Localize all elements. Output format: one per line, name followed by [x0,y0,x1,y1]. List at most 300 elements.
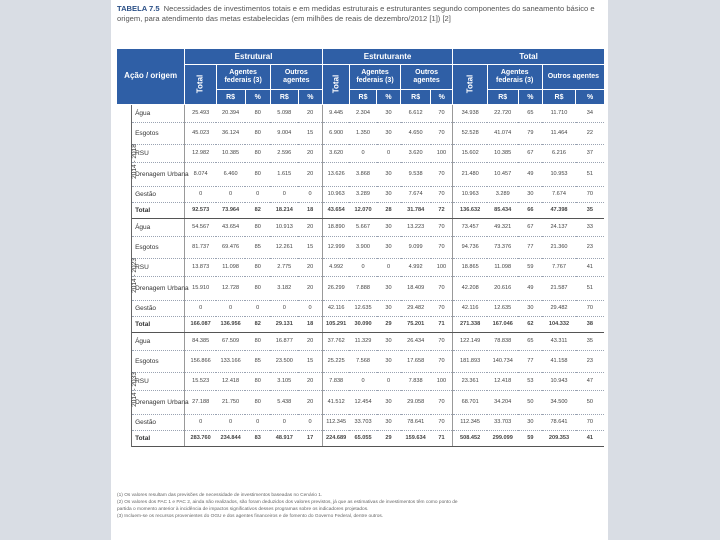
table-cell: 234.844 [216,430,245,446]
unit-pct: % [377,90,401,105]
row-category: Água [132,104,185,122]
table-cell: 13.626 [322,162,349,186]
table-cell: 9.004 [270,122,298,144]
table-cell: 17.658 [401,350,431,372]
table-cell: 100 [431,258,453,276]
table-cell: 2.304 [349,104,376,122]
table-cell: 53 [518,372,542,390]
table-total-row [117,316,604,332]
unit-rs: R$ [401,90,431,105]
table-cell: 7.888 [349,276,376,300]
table-cell: 10.963 [322,186,349,202]
table-cell: 5.098 [270,104,298,122]
header-agentes-federais: Agentes federais (3) [216,65,270,90]
table-cell: 20 [298,144,322,162]
table-cell: 41 [576,258,604,276]
table-cell: 70 [431,332,453,350]
unit-pct: % [298,90,322,105]
table-cell: 67.509 [216,332,245,350]
table-cell: 11.098 [487,258,518,276]
footnotes [117,492,603,520]
table-cell: 65 [518,104,542,122]
table-cell: 41.074 [487,122,518,144]
table-cell: 30 [377,276,401,300]
table-cell: 33.703 [487,414,518,430]
table-cell: 0 [349,144,376,162]
header-group-estruturante: Estruturante [322,49,452,65]
footnote: (2) Os valores dos PAC 1 e PAC 2, ainda não realizados, são foram deduzidos dos valores previstos, já que as estimativas de investimentos têm como ponto de [117,500,458,505]
table-cell: 136.956 [216,316,245,332]
row-category: Esgotos [132,236,185,258]
table-cell: 30 [377,332,401,350]
table-cell: 12.999 [322,236,349,258]
table-cell: 6.612 [401,104,431,122]
table-cell: 70 [431,236,453,258]
table-cell: 3.868 [349,162,376,186]
table-cell: 20 [298,390,322,414]
table-cell: 47.398 [542,202,575,218]
table-cell: 0 [245,414,270,430]
table-cell: 1.350 [349,122,376,144]
table-cell: 78.641 [401,414,431,430]
table-cell: 12.418 [216,372,245,390]
table-cell: 7.838 [401,372,431,390]
table-cell: 35 [576,332,604,350]
table-cell: 0 [377,258,401,276]
table-cell: 20.394 [216,104,245,122]
table-cell: 15.602 [453,144,487,162]
table-cell: 30 [518,186,542,202]
row-category: Água [132,332,185,350]
table-cell: 15 [298,236,322,258]
table-row [117,236,604,258]
table-cell: 21.587 [542,276,575,300]
table-cell: 0 [185,300,216,316]
table-cell: 7.568 [349,350,376,372]
table-row [117,372,604,390]
table-cell: 43.654 [322,202,349,218]
table-cell: 6.900 [322,122,349,144]
table-cell: 83 [245,430,270,446]
table-cell: 0 [298,414,322,430]
table-cell: 65 [518,332,542,350]
table-cell: 94.736 [453,236,487,258]
table-cell: 0 [349,372,376,390]
table-cell: 0 [216,186,245,202]
table-cell: 59 [518,430,542,446]
row-category: Gestão [132,300,185,316]
table-cell: 30 [377,162,401,186]
table-cell: 12.418 [487,372,518,390]
table-cell: 69.476 [216,236,245,258]
table-cell: 133.166 [216,350,245,372]
table-cell: 77 [518,350,542,372]
row-category: Drenagem Urbana [132,162,185,186]
table-cell: 12.635 [487,300,518,316]
table-cell: 17 [298,430,322,446]
table-cell: 283.760 [185,430,216,446]
table-cell: 23.361 [453,372,487,390]
unit-pct: % [431,90,453,105]
table-cell: 30 [377,414,401,430]
table-caption [117,4,601,23]
table-cell: 10.457 [487,162,518,186]
table-cell: 37 [576,144,604,162]
table-cell: 30 [377,104,401,122]
table-cell: 7.838 [322,372,349,390]
table-cell: 67 [518,218,542,236]
table-cell: 20 [298,218,322,236]
table-cell: 78.838 [487,332,518,350]
table-cell: 73.376 [487,236,518,258]
table-cell: 26.299 [322,276,349,300]
table-cell: 67 [518,144,542,162]
table-cell: 34.500 [542,390,575,414]
table-cell: 122.149 [453,332,487,350]
table-cell: 80 [245,162,270,186]
table-cell: 11.329 [349,332,376,350]
table-cell: 23 [576,236,604,258]
table-row [117,332,604,350]
table-cell: 70 [431,276,453,300]
period-label: 2014 - 2033 [117,332,132,446]
table-cell: 31.784 [401,202,431,218]
table-cell: 3.620 [322,144,349,162]
table-cell: 9.445 [322,104,349,122]
table-cell: 1.615 [270,162,298,186]
footnote: (1) Os valores resultam das previsões de necessidade de investimentos baseadas no Cenário 1. [117,493,323,498]
unit-rs: R$ [349,90,376,105]
table-cell: 85.434 [487,202,518,218]
table-cell: 20 [298,162,322,186]
table-cell: 20 [298,276,322,300]
table-cell: 42.208 [453,276,487,300]
table-cell: 3.289 [487,186,518,202]
table-cell: 70 [576,300,604,316]
table-cell: 104.332 [542,316,575,332]
table-cell: 49 [518,276,542,300]
table-cell: 0 [349,258,376,276]
table-cell: 70 [431,300,453,316]
table-cell: 80 [245,390,270,414]
table-cell: 34 [576,104,604,122]
table-cell: 29.058 [401,390,431,414]
table-cell: 49 [518,162,542,186]
table-cell: 45.023 [185,122,216,144]
table-cell: 80 [245,276,270,300]
table-total-row [117,202,604,218]
table-cell: 36.124 [216,122,245,144]
row-category: Drenagem Urbana [132,390,185,414]
table-cell: 2.775 [270,258,298,276]
table-cell: 7.767 [542,258,575,276]
table-cell: 23.500 [270,350,298,372]
table-cell: 18.865 [453,258,487,276]
header-outros-agentes: Outros agentes [270,65,322,90]
table-cell: 0 [185,186,216,202]
table-cell: 21.360 [542,236,575,258]
table-label: TABELA 7.5 [117,4,160,13]
table-cell: 156.866 [185,350,216,372]
table-cell: 34.204 [487,390,518,414]
table-cell: 30 [377,122,401,144]
table-cell: 10.385 [216,144,245,162]
table-cell: 3.105 [270,372,298,390]
table-cell: 73.457 [453,218,487,236]
table-cell: 85 [245,350,270,372]
table-row [117,104,604,122]
row-category: Drenagem Urbana [132,276,185,300]
table-cell: 12.261 [270,236,298,258]
row-category: Gestão [132,414,185,430]
table-cell: 3.620 [401,144,431,162]
table-cell: 2.596 [270,144,298,162]
table-cell: 25.493 [185,104,216,122]
table-cell: 7.674 [542,186,575,202]
table-cell: 75.201 [401,316,431,332]
table-cell: 51 [576,276,604,300]
table-cell: 5.667 [349,218,376,236]
table-cell: 10.953 [542,162,575,186]
table-cell: 80 [245,104,270,122]
header-agentes-federais: Agentes federais (3) [487,65,542,90]
table-cell: 140.734 [487,350,518,372]
table-cell: 30 [518,300,542,316]
table-cell: 42.116 [453,300,487,316]
table-cell: 70 [431,186,453,202]
unit-pct: % [245,90,270,105]
table-row [117,258,604,276]
table-cell: 80 [245,144,270,162]
table-cell: 12.635 [349,300,376,316]
table-cell: 271.338 [453,316,487,332]
table-cell: 68.701 [453,390,487,414]
table-cell: 30 [377,236,401,258]
table-cell: 20 [298,258,322,276]
table-cell: 52.528 [453,122,487,144]
table-cell: 70 [576,414,604,430]
table-row [117,218,604,236]
header-outros-agentes: Outros agentes [542,65,604,90]
table-cell: 30 [377,186,401,202]
table-cell: 30 [518,414,542,430]
table-cell: 30 [377,390,401,414]
table-cell: 70 [431,414,453,430]
table-cell: 33.703 [349,414,376,430]
table-cell: 78.641 [542,414,575,430]
table-cell: 0 [245,186,270,202]
table-cell: 48.917 [270,430,298,446]
row-category: RSU [132,144,185,162]
table-cell: 11.464 [542,122,575,144]
table-cell: 18 [298,316,322,332]
table-cell: 29.482 [401,300,431,316]
table-cell: 80 [245,258,270,276]
table-cell: 27.188 [185,390,216,414]
table-cell: 11.098 [216,258,245,276]
table-cell: 49.321 [487,218,518,236]
table-cell: 112.345 [453,414,487,430]
table-cell: 224.689 [322,430,349,446]
unit-rs: R$ [216,90,245,105]
row-category: Total [132,430,185,446]
table-cell: 6.216 [542,144,575,162]
table-cell: 3.900 [349,236,376,258]
header-group-total: Total [453,49,604,65]
period-label: 2014 - 2023 [117,218,132,332]
table-cell: 70 [431,350,453,372]
table-cell: 9.099 [401,236,431,258]
table-cell: 30.090 [349,316,376,332]
header-outros-agentes: Outros agentes [401,65,453,90]
table-cell: 82 [245,202,270,218]
table-cell: 18 [298,202,322,218]
header-group-estrutural: Estrutural [185,49,323,65]
table-cell: 4.992 [401,258,431,276]
table-cell: 73.964 [216,202,245,218]
table-cell: 15.910 [185,276,216,300]
table-total-row [117,430,604,446]
table-cell: 77 [518,236,542,258]
table-cell: 12.728 [216,276,245,300]
table-cell: 80 [245,372,270,390]
header-total-total: Total [453,65,487,105]
table-cell: 8.074 [185,162,216,186]
table-cell: 112.345 [322,414,349,430]
table-cell: 20.616 [487,276,518,300]
table-cell: 167.046 [487,316,518,332]
table-cell: 12.982 [185,144,216,162]
table-cell: 18.214 [270,202,298,218]
table-cell: 70 [576,186,604,202]
row-category: RSU [132,372,185,390]
row-category: Esgotos [132,122,185,144]
table-cell: 30 [377,218,401,236]
table-cell: 30 [377,350,401,372]
table-cell: 10.385 [487,144,518,162]
table-cell: 82 [245,316,270,332]
table-cell: 100 [431,144,453,162]
table-cell: 4.650 [401,122,431,144]
unit-rs: R$ [487,90,518,105]
table-cell: 43.654 [216,218,245,236]
table-cell: 10.943 [542,372,575,390]
table-cell: 72 [431,202,453,218]
table-cell: 22.720 [487,104,518,122]
table-cell: 70 [431,390,453,414]
table-cell: 0 [298,300,322,316]
table-cell: 299.099 [487,430,518,446]
table-row [117,122,604,144]
table-cell: 181.893 [453,350,487,372]
row-category: Total [132,202,185,218]
table-cell: 10.913 [270,218,298,236]
table-cell: 0 [245,300,270,316]
unit-rs: R$ [542,90,575,105]
table-cell: 33 [576,218,604,236]
table-cell: 41 [576,430,604,446]
table-cell: 6.460 [216,162,245,186]
table-cell: 47 [576,372,604,390]
header-agentes-federais: Agentes federais (3) [349,65,400,90]
table-cell: 159.634 [401,430,431,446]
table-cell: 5.438 [270,390,298,414]
table-cell: 24.137 [542,218,575,236]
table-cell: 15.523 [185,372,216,390]
table-cell: 0 [185,414,216,430]
table-cell: 29 [377,316,401,332]
table-cell: 12.070 [349,202,376,218]
table-cell: 0 [270,186,298,202]
table-cell: 92.573 [185,202,216,218]
table-cell: 0 [298,186,322,202]
table-cell: 20 [298,372,322,390]
table-cell: 70 [431,162,453,186]
table-cell: 28 [377,202,401,218]
table-cell: 34.938 [453,104,487,122]
table-cell: 105.291 [322,316,349,332]
table-cell: 136.632 [453,202,487,218]
table-cell: 20 [298,332,322,350]
table-cell: 29.131 [270,316,298,332]
table-cell: 100 [431,372,453,390]
header-total-estrutural: Total [185,65,216,105]
table-row [117,276,604,300]
table-cell: 21.480 [453,162,487,186]
table-cell: 18.890 [322,218,349,236]
table-cell: 42.116 [322,300,349,316]
table-cell: 37.762 [322,332,349,350]
table-cell: 84.385 [185,332,216,350]
table-cell: 0 [216,300,245,316]
table-cell: 0 [270,414,298,430]
table-cell: 13.223 [401,218,431,236]
table-cell: 62 [518,316,542,332]
table-cell: 29.482 [542,300,575,316]
unit-rs: R$ [270,90,298,105]
table-cell: 18.409 [401,276,431,300]
table-cell: 11.710 [542,104,575,122]
table-cell: 0 [216,414,245,430]
table-cell: 209.353 [542,430,575,446]
table-title: Necessidades de investimentos totais e em medidas estruturais e estruturantes segundo componentes do saneamento básico e origem, para atendimento das metas estabelecidas (em milhões de reais de dezembro/2012 [1]) [2] [117,4,595,23]
table-cell: 0 [377,372,401,390]
unit-pct: % [576,90,604,105]
table-cell: 166.087 [185,316,216,332]
table-row [117,186,604,202]
table-cell: 80 [245,332,270,350]
footnote: (3) Incluem-se os recursos provenientes do OGU e dos agentes financeiros e de fomento do Governo Federal, dentre outros. [117,514,384,519]
row-category: Total [132,316,185,332]
table-cell: 35 [576,202,604,218]
table-cell: 80 [245,122,270,144]
table-cell: 38 [576,316,604,332]
table-cell: 10.963 [453,186,487,202]
row-category: Esgotos [132,350,185,372]
header-action-origin: Ação / origem [117,49,185,104]
header-total-estruturante: Total [322,65,349,105]
table-cell: 59 [518,258,542,276]
table-cell: 508.452 [453,430,487,446]
table-row [117,350,604,372]
table-cell: 70 [431,104,453,122]
table-cell: 41.158 [542,350,575,372]
table-cell: 12.454 [349,390,376,414]
table-row [117,300,604,316]
table-cell: 29 [377,430,401,446]
table-cell: 43.311 [542,332,575,350]
row-category: Gestão [132,186,185,202]
